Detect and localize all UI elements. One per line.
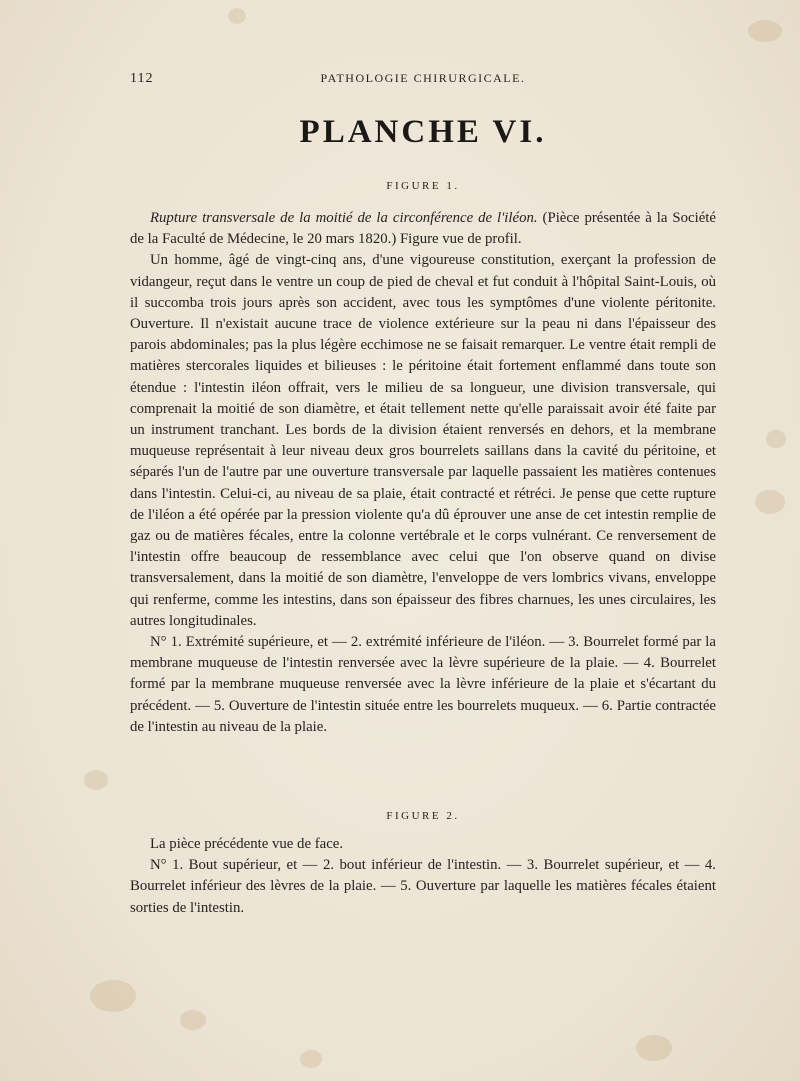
foxing-stain	[755, 490, 785, 514]
foxing-stain	[180, 1010, 206, 1030]
figure-1-text	[130, 208, 716, 738]
figure-2-text	[130, 834, 716, 919]
plate-title: PLANCHE VI.	[299, 114, 547, 150]
running-title: PATHOLOGIE CHIRURGICALE.	[320, 71, 526, 85]
figure-1-heading: FIGURE 1.	[386, 180, 460, 192]
figure-2-legend: N° 1. Bout supérieur, et — 2. bout inférieur de l'intestin. — 3. Bourrelet supérieur, et — 4. Bourrelet inférieur des lèvres de la plaie. — 5. Ouverture par laquelle les matières fécales étaient sorties de l'intestin.	[130, 857, 716, 916]
case-description: Un homme, âgé de vingt-cinq ans, d'une vigoureuse constitution, exerçant la profession de vidangeur, reçut dans le ventre un coup de pied de cheval et fut conduit à l'hôpital Saint-Louis, où il succomba trois jours après son accident, avec tous les symptômes d'une violente péritonite. Ouverture. Il n'existait aucune trace de violence extérieure sur la peau ni dans l'épaisseur des parois abdominales; pas la plus légère ecchimose ne se faisait remarquer. Le ventre était rempli de matières stercorales liquides et bilieuses : le péritoine était fortement enflammé dans toute son étendue : l'intestin iléon offrait, vers le milieu de sa longueur, une division transversale, qui comprenait la moitié de son diamètre, et était tellement nette qu'elle paraissait avoir été faite par un instrument tranchant. Les bords de la division étaient renversés en dehors, et la membrane muqueuse représentait à leur niveau deux gros bourrelets saillans dans la cavité du péritoine, et séparés l'un de l'autre par une ouverture transversale par laquelle passaient les matières contenues dans l'intestin. Celui-ci, au niveau de sa plaie, était contracté et rétréci. Je pense que cette rupture de l'iléon a été opérée par la pression violente qu'a dû éprouver une anse de cet intestin remplie de gaz ou de matières fécales, entre la colonne vertébrale et le corps vulnérant. Ce renversement de l'intestin offre beaucoup de ressemblance avec celui que l'on observe quand on divise transversalement, dans la moitié de son diamètre, l'enveloppe de vers lombrics vivans, enveloppe qui renferme, comme les intestins, dans son épaisseur des fibres charnues, les unes circulaires, les autres longitudinales.	[130, 252, 716, 629]
figure-1-legend: N° 1. Extrémité supérieure, et — 2. extrémité inférieure de l'iléon. — 3. Bourrelet formé par la membrane muqueuse de l'intestin renversée avec la lèvre supérieure de la plaie. — 4. Bourrelet formé par la membrane muqueuse renversée avec la lèvre inférieure de la plaie et s'écartant du précédent. — 5. Ouverture de l'intestin située entre les bourrelets muqueux. — 6. Partie contractée de l'intestin au niveau de la plaie.	[130, 634, 716, 735]
figure-1-caption-title: Rupture transversale de la moitié de la circonférence de l'iléon.	[150, 210, 538, 226]
figure-1-caption	[130, 208, 716, 250]
figure-2-heading: FIGURE 2.	[386, 810, 460, 822]
foxing-stain	[90, 980, 136, 1012]
foxing-stain	[228, 8, 246, 24]
foxing-stain	[300, 1050, 322, 1068]
page-header	[130, 71, 716, 91]
figure-2-intro: La pièce précédente vue de face.	[150, 836, 344, 852]
foxing-stain	[636, 1035, 672, 1061]
page-number: 112	[130, 71, 154, 86]
foxing-stain	[748, 20, 782, 42]
foxing-stain	[766, 430, 786, 448]
foxing-stain	[84, 770, 108, 790]
figure-1-caption-detail: (Pièce présentée à la Société de la Faculté de Médecine, le 20 mars 1820.) Figure vue de profil.	[130, 210, 716, 248]
